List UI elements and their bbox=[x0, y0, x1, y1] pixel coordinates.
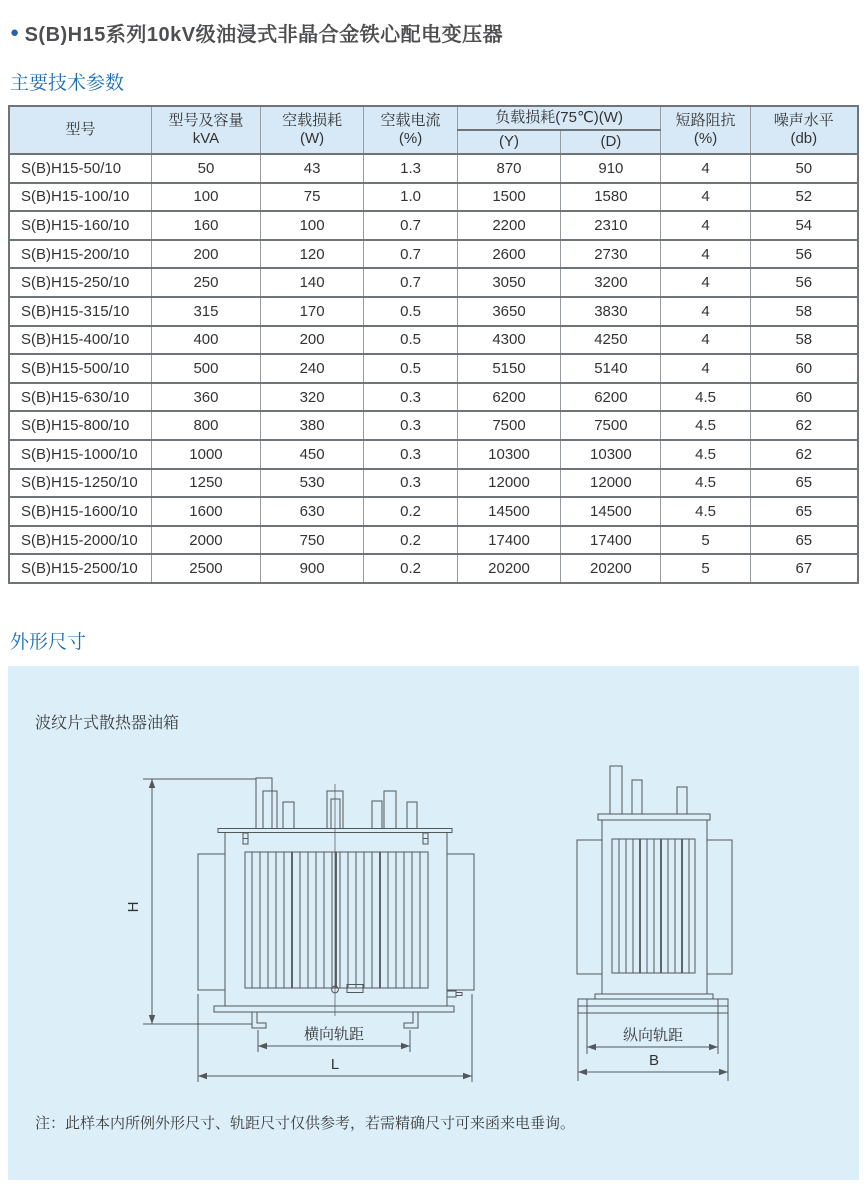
col-header-model: 型号 bbox=[9, 106, 152, 154]
value-cell: 0.5 bbox=[364, 297, 457, 326]
tank-type-label: 波纹片式散热器油箱 bbox=[35, 714, 180, 732]
value-cell: 6200 bbox=[457, 383, 561, 412]
dimensions-note: 注：此样本内所例外形尺寸、轨距尺寸仅供参考，若需精确尺寸可来函来电垂询。 bbox=[35, 1114, 576, 1132]
header-line: (%) bbox=[693, 130, 718, 147]
value-cell: 120 bbox=[260, 240, 364, 269]
col-header-no-load-current bbox=[364, 106, 457, 154]
side-view-drawing bbox=[540, 751, 859, 1091]
value-cell: 0.5 bbox=[364, 326, 457, 355]
value-cell: 4 bbox=[661, 354, 750, 383]
model-cell: S(B)H15-250/10 bbox=[9, 268, 152, 297]
value-cell: 5 bbox=[661, 526, 750, 555]
section-title-params: 主要技术参数 bbox=[10, 73, 125, 94]
model-cell: S(B)H15-630/10 bbox=[9, 383, 152, 412]
value-cell: 0.3 bbox=[364, 411, 457, 440]
col-header-no-load-loss bbox=[260, 106, 364, 154]
horizontal-gauge-label: 横向轨距 bbox=[303, 1025, 365, 1043]
table-header bbox=[9, 106, 858, 154]
value-cell: 54 bbox=[750, 211, 858, 240]
value-cell: 3050 bbox=[457, 268, 561, 297]
value-cell: 4.5 bbox=[661, 469, 750, 498]
dimensions-panel bbox=[8, 666, 859, 1180]
value-cell: 3830 bbox=[561, 297, 661, 326]
table-row bbox=[9, 497, 858, 526]
value-cell: 1250 bbox=[152, 469, 261, 498]
model-cell: S(B)H15-1000/10 bbox=[9, 440, 152, 469]
value-cell: 0.5 bbox=[364, 354, 457, 383]
horizontal-gauge-dimension bbox=[258, 1025, 410, 1052]
value-cell: 100 bbox=[260, 211, 364, 240]
col-header-capacity bbox=[152, 106, 261, 154]
value-cell: 5140 bbox=[561, 354, 661, 383]
value-cell: 60 bbox=[750, 354, 858, 383]
transformer-side-tank bbox=[577, 814, 732, 1013]
value-cell: 65 bbox=[750, 526, 858, 555]
value-cell: 400 bbox=[152, 326, 261, 355]
value-cell: 4 bbox=[661, 154, 750, 183]
parameters-table bbox=[8, 105, 859, 584]
table-row bbox=[9, 383, 858, 412]
transformer-side-bushings bbox=[610, 766, 687, 814]
table-row bbox=[9, 211, 858, 240]
value-cell: 1.0 bbox=[364, 183, 457, 212]
value-cell: 240 bbox=[260, 354, 364, 383]
model-cell: S(B)H15-1600/10 bbox=[9, 497, 152, 526]
value-cell: 7500 bbox=[561, 411, 661, 440]
model-cell: S(B)H15-2000/10 bbox=[9, 526, 152, 555]
page-title bbox=[10, 18, 859, 47]
value-cell: 1.3 bbox=[364, 154, 457, 183]
value-cell: 0.7 bbox=[364, 268, 457, 297]
value-cell: 3200 bbox=[561, 268, 661, 297]
table-row bbox=[9, 326, 858, 355]
value-cell: 4.5 bbox=[661, 497, 750, 526]
value-cell: 5 bbox=[661, 554, 750, 583]
value-cell: 140 bbox=[260, 268, 364, 297]
l-dimension-label: L bbox=[330, 1055, 340, 1073]
value-cell: 0.7 bbox=[364, 240, 457, 269]
table-row bbox=[9, 354, 858, 383]
value-cell: 4 bbox=[661, 326, 750, 355]
value-cell: 17400 bbox=[457, 526, 561, 555]
model-cell: S(B)H15-400/10 bbox=[9, 326, 152, 355]
header-line: 空载电流 bbox=[380, 112, 441, 129]
value-cell: 65 bbox=[750, 497, 858, 526]
value-cell: 65 bbox=[750, 469, 858, 498]
value-cell: 360 bbox=[152, 383, 261, 412]
table-row bbox=[9, 240, 858, 269]
value-cell: 62 bbox=[750, 440, 858, 469]
value-cell: 500 bbox=[152, 354, 261, 383]
header-line: 型号及容量 bbox=[168, 112, 244, 129]
table-row bbox=[9, 154, 858, 183]
value-cell: 20200 bbox=[457, 554, 561, 583]
value-cell: 58 bbox=[750, 326, 858, 355]
value-cell: 0.2 bbox=[364, 526, 457, 555]
table-row bbox=[9, 297, 858, 326]
value-cell: 2730 bbox=[561, 240, 661, 269]
value-cell: 530 bbox=[260, 469, 364, 498]
value-cell: 1580 bbox=[561, 183, 661, 212]
model-cell: S(B)H15-800/10 bbox=[9, 411, 152, 440]
model-cell: S(B)H15-50/10 bbox=[9, 154, 152, 183]
value-cell: 900 bbox=[260, 554, 364, 583]
h-dimension-label: H bbox=[125, 901, 142, 913]
value-cell: 75 bbox=[260, 183, 364, 212]
value-cell: 0.3 bbox=[364, 469, 457, 498]
value-cell: 4 bbox=[661, 183, 750, 212]
value-cell: 750 bbox=[260, 526, 364, 555]
table-row bbox=[9, 411, 858, 440]
value-cell: 250 bbox=[152, 268, 261, 297]
value-cell: 0.3 bbox=[364, 383, 457, 412]
value-cell: 2000 bbox=[152, 526, 261, 555]
longitudinal-gauge-label: 纵向轨距 bbox=[622, 1026, 684, 1044]
value-cell: 10300 bbox=[457, 440, 561, 469]
value-cell: 14500 bbox=[561, 497, 661, 526]
value-cell: 7500 bbox=[457, 411, 561, 440]
table-row bbox=[9, 268, 858, 297]
model-cell: S(B)H15-315/10 bbox=[9, 297, 152, 326]
value-cell: 200 bbox=[260, 326, 364, 355]
table-row bbox=[9, 183, 858, 212]
value-cell: 200 bbox=[152, 240, 261, 269]
model-cell: S(B)H15-100/10 bbox=[9, 183, 152, 212]
value-cell: 315 bbox=[152, 297, 261, 326]
value-cell: 160 bbox=[152, 211, 261, 240]
value-cell: 4250 bbox=[561, 326, 661, 355]
value-cell: 4 bbox=[661, 297, 750, 326]
table-row bbox=[9, 526, 858, 555]
value-cell: 4300 bbox=[457, 326, 561, 355]
value-cell: 5150 bbox=[457, 354, 561, 383]
model-cell: S(B)H15-160/10 bbox=[9, 211, 152, 240]
value-cell: 0.7 bbox=[364, 211, 457, 240]
table-row bbox=[9, 440, 858, 469]
header-line: 空载损耗 bbox=[282, 112, 343, 129]
value-cell: 56 bbox=[750, 240, 858, 269]
value-cell: 50 bbox=[152, 154, 261, 183]
value-cell: 4.5 bbox=[661, 383, 750, 412]
value-cell: 320 bbox=[260, 383, 364, 412]
model-cell: S(B)H15-1250/10 bbox=[9, 469, 152, 498]
value-cell: 4 bbox=[661, 240, 750, 269]
value-cell: 56 bbox=[750, 268, 858, 297]
longitudinal-gauge-dimension bbox=[587, 1013, 718, 1054]
value-cell: 630 bbox=[260, 497, 364, 526]
model-cell: S(B)H15-2500/10 bbox=[9, 554, 152, 583]
table-row bbox=[9, 554, 858, 583]
value-cell: 6200 bbox=[561, 383, 661, 412]
value-cell: 0.3 bbox=[364, 440, 457, 469]
value-cell: 380 bbox=[260, 411, 364, 440]
col-header-load-loss: 负载损耗(75℃)(W) bbox=[457, 106, 661, 130]
value-cell: 450 bbox=[260, 440, 364, 469]
value-cell: 62 bbox=[750, 411, 858, 440]
value-cell: 100 bbox=[152, 183, 261, 212]
transformer-front-tank bbox=[198, 784, 474, 1016]
value-cell: 52 bbox=[750, 183, 858, 212]
value-cell: 4 bbox=[661, 211, 750, 240]
value-cell: 1500 bbox=[457, 183, 561, 212]
header-line: (%) bbox=[398, 130, 423, 147]
value-cell: 12000 bbox=[561, 469, 661, 498]
value-cell: 910 bbox=[561, 154, 661, 183]
model-cell: S(B)H15-500/10 bbox=[9, 354, 152, 383]
value-cell: 0.2 bbox=[364, 554, 457, 583]
doc-title-text: S(B)H15系列10kV级油浸式非晶合金铁心配电变压器 bbox=[24, 24, 504, 46]
value-cell: 17400 bbox=[561, 526, 661, 555]
h-dimension bbox=[125, 779, 256, 1024]
col-header-load-loss-y: (Y) bbox=[457, 130, 561, 154]
col-header-noise bbox=[750, 106, 858, 154]
section-title-dimensions: 外形尺寸 bbox=[10, 631, 87, 653]
header-line: 噪声水平 bbox=[773, 112, 834, 129]
value-cell: 43 bbox=[260, 154, 364, 183]
table-row bbox=[9, 469, 858, 498]
value-cell: 67 bbox=[750, 554, 858, 583]
value-cell: 10300 bbox=[561, 440, 661, 469]
col-header-impedance bbox=[661, 106, 750, 154]
value-cell: 50 bbox=[750, 154, 858, 183]
b-dimension-label: B bbox=[648, 1051, 660, 1069]
value-cell: 2600 bbox=[457, 240, 561, 269]
header-line: 短路阻抗 bbox=[675, 112, 736, 129]
value-cell: 2500 bbox=[152, 554, 261, 583]
header-line: (W) bbox=[300, 130, 325, 147]
value-cell: 4 bbox=[661, 268, 750, 297]
value-cell: 2200 bbox=[457, 211, 561, 240]
value-cell: 1000 bbox=[152, 440, 261, 469]
value-cell: 60 bbox=[750, 383, 858, 412]
value-cell: 870 bbox=[457, 154, 561, 183]
col-header-load-loss-d: (D) bbox=[561, 130, 661, 154]
value-cell: 20200 bbox=[561, 554, 661, 583]
header-line: kVA bbox=[192, 130, 220, 147]
value-cell: 14500 bbox=[457, 497, 561, 526]
bullet-icon: ● bbox=[10, 24, 20, 41]
value-cell: 4.5 bbox=[661, 440, 750, 469]
value-cell: 12000 bbox=[457, 469, 561, 498]
value-cell: 1600 bbox=[152, 497, 261, 526]
front-view-drawing bbox=[100, 751, 520, 1091]
value-cell: 170 bbox=[260, 297, 364, 326]
value-cell: 0.2 bbox=[364, 497, 457, 526]
value-cell: 4.5 bbox=[661, 411, 750, 440]
value-cell: 58 bbox=[750, 297, 858, 326]
model-cell: S(B)H15-200/10 bbox=[9, 240, 152, 269]
value-cell: 3650 bbox=[457, 297, 561, 326]
header-line: (db) bbox=[790, 130, 818, 147]
value-cell: 2310 bbox=[561, 211, 661, 240]
value-cell: 800 bbox=[152, 411, 261, 440]
table-body bbox=[9, 154, 858, 583]
transformer-front-bushings bbox=[256, 778, 417, 829]
